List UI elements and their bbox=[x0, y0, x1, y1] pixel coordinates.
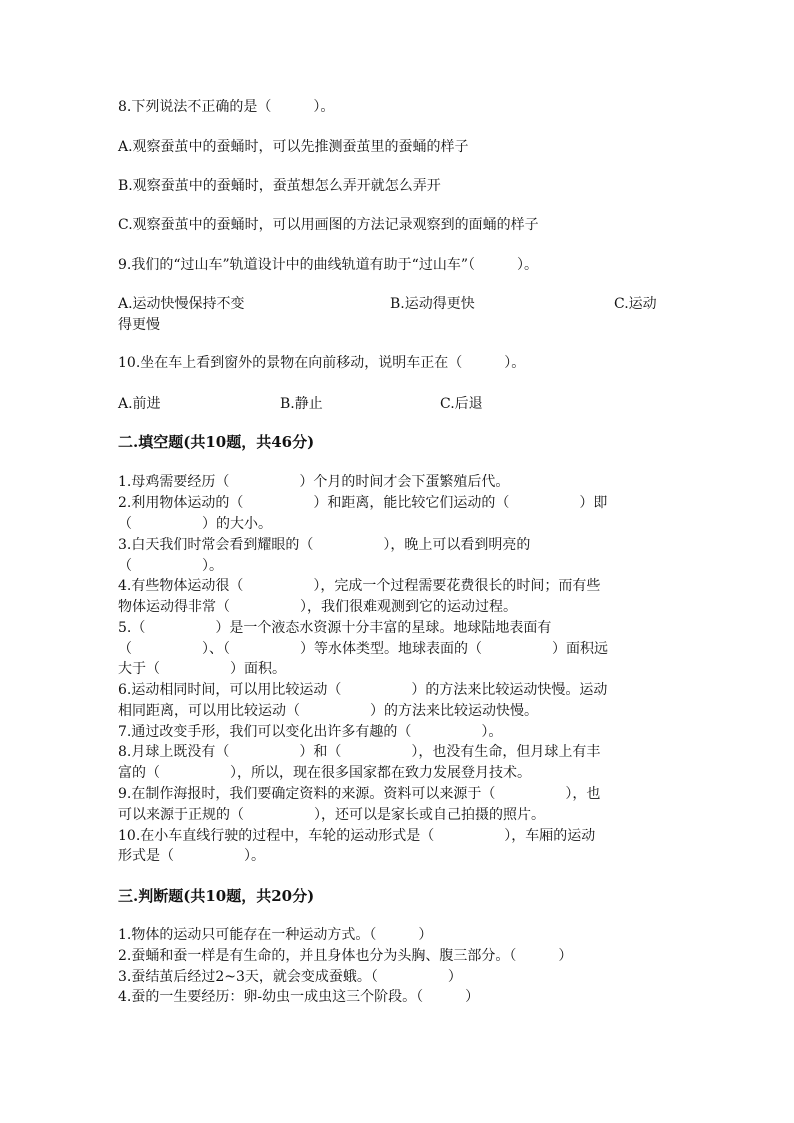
section3-title: 三.判断题(共10题，共20分) bbox=[118, 887, 315, 905]
s3-line: 1.物体的运动只可能存在一种运动方式。（ ） bbox=[118, 927, 433, 943]
q8-option-b: B.观察蚕茧中的蚕蛹时，蚕茧想怎么弄开就怎么弄开 bbox=[118, 178, 441, 194]
s2-line: 相同距离，可以用比较运动（ ）的方法来比较运动快慢。 bbox=[118, 703, 538, 719]
s2-line: 2.利用物体运动的（ ）和距离，能比较它们运动的（ ）即 bbox=[118, 495, 608, 511]
s3-line: 3.蚕结茧后经过2~3天，就会变成蚕蛾。（ ） bbox=[118, 969, 462, 985]
q10-option-b: B.静止 bbox=[280, 396, 323, 412]
s3-line: 2.蚕蛹和蚕一样是有生命的，并且身体也分为头胸、腹三部分。（ ） bbox=[118, 948, 573, 964]
q9-stem: 9.我们的“过山车”轨道设计中的曲线轨道有助于“过山车”（ ）。 bbox=[118, 257, 538, 273]
s2-line: 6.运动相同时间，可以用比较运动（ ）的方法来比较运动快慢。运动 bbox=[118, 682, 608, 698]
s2-line: 5.（ ）是一个液态水资源十分丰富的星球。地球陆地表面有 bbox=[118, 620, 552, 636]
s2-line: 物体运动得非常（ ），我们很难观测到它的运动过程。 bbox=[118, 599, 517, 615]
section2-title: 二.填空题(共10题，共46分) bbox=[118, 433, 315, 451]
s2-line: 3.白天我们时常会看到耀眼的（ ），晚上可以看到明亮的 bbox=[118, 537, 531, 553]
q10-option-c: C.后退 bbox=[440, 396, 483, 412]
s2-line: 4.有些物体运动很（ ），完成一个过程需要花费很长的时间；而有些 bbox=[118, 578, 601, 594]
q8-option-a: A.观察蚕茧中的蚕蛹时，可以先推测蚕茧里的蚕蛹的样子 bbox=[118, 139, 469, 155]
q8-option-c: C.观察蚕茧中的蚕蛹时，可以用画图的方法记录观察到的面蛹的样子 bbox=[118, 217, 539, 233]
s2-line: （ ）、（ ）等水体类型。地球表面的（ ）面积远 bbox=[118, 641, 608, 657]
s2-line: （ ）。 bbox=[118, 558, 223, 574]
s2-line: 1.母鸡需要经历（ ）个月的时间才会下蛋繁殖后代。 bbox=[118, 474, 510, 490]
s3-line: 4.蚕的一生要经历：卵-幼虫一成虫这三个阶段。（ ） bbox=[118, 989, 480, 1005]
q10-stem: 10.坐在车上看到窗外的景物在向前移动，说明车正在（ ）。 bbox=[118, 355, 526, 371]
s2-line: （ ）的大小。 bbox=[118, 516, 272, 532]
s2-line: 7.通过改变手形，我们可以变化出许多有趣的（ ）。 bbox=[118, 724, 503, 740]
s2-line: 形式是（ ）。 bbox=[118, 848, 265, 864]
q9-option-c-wrap: 得更慢 bbox=[118, 317, 160, 333]
s2-line: 可以来源于正规的（ ），还可以是家长或自己拍摄的照片。 bbox=[118, 807, 545, 823]
q9-option-a: A.运动快慢保持不变 bbox=[118, 296, 245, 312]
q10-option-a: A.前进 bbox=[118, 396, 161, 412]
q9-option-b: B.运动得更快 bbox=[390, 296, 475, 312]
s2-line: 10.在小车直线行驶的过程中，车轮的运动形式是（ ），车厢的运动 bbox=[118, 828, 596, 844]
s2-line: 大于（ ）面积。 bbox=[118, 661, 286, 677]
s2-line: 8.月球上既没有（ ）和（ ），也没有生命，但月球上有丰 bbox=[118, 744, 601, 760]
s2-line: 9.在制作海报时，我们要确定资料的来源。资料可以来源于（ ），也 bbox=[118, 786, 601, 802]
q8-stem: 8.下列说法不正确的是（ ）。 bbox=[118, 99, 335, 115]
q9-option-c: C.运动 bbox=[614, 296, 657, 312]
s2-line: 富的（ ），所以，现在很多国家都在致力发展登月技术。 bbox=[118, 765, 531, 781]
